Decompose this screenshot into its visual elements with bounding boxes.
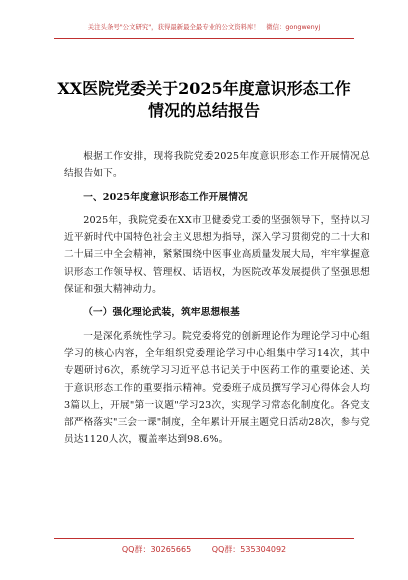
document-title xyxy=(40,78,368,122)
footer-qq-group-2: QQ群：535304092 xyxy=(211,545,287,554)
subsection-heading: （一）强化理论武装，筑牢思想根基 xyxy=(83,307,240,319)
title-line-1: XX医院党委关于2025年度意识形态工作 xyxy=(57,79,351,98)
section-heading: 一、2025年度意识形态工作开展情况 xyxy=(83,191,248,203)
intro-paragraph: 根据工作安排，现将我院党委2025年度意识形态工作开展情况总结报告如下。 xyxy=(64,151,370,180)
subsection-paragraph: 一是深化系统性学习。院党委将党的创新理论作为理论学习中心组学习的核心内容，全年组织党委理论学习中心组集中学习14次，其中专题研讨6次，系统学习习近平总书记关于中医药工作的重要论述、关于意识形态工作的重要指示精神。党委班子成员撰写学习心得体会人均3篇以上，开展"第一议题"学习23次，实现学习常态化制度化。各党支部严格落实"三会一课"制度，全年累计开展主题党日活动28次，参与党员达1120人次，覆盖率达到98.6%。 xyxy=(64,330,370,446)
section-paragraph: 2025年，我院党委在XX市卫健委党工委的坚强领导下，坚持以习近平新时代中国特色社会主义思想为指导，深入学习贯彻党的二十大和二十届三中全会精神，紧紧围绕中医事业高质量发展大局，牢牢掌握意识形态工作领导权、管理权、话语权，为医院改革发展提供了坚强思想保证和强大精神动力。 xyxy=(64,214,370,296)
footer-banner xyxy=(0,544,408,555)
footer-qq-group-1: QQ群：30265665 xyxy=(121,545,192,554)
header-banner: 关注头条号"公文研究"，获得最新最全最专业的公文资料库！ 微信：gongwenyj xyxy=(87,23,321,31)
document-body xyxy=(64,148,370,449)
header-divider xyxy=(54,38,354,39)
title-line-2: 情况的总结报告 xyxy=(147,101,260,120)
footer-divider xyxy=(54,538,354,539)
